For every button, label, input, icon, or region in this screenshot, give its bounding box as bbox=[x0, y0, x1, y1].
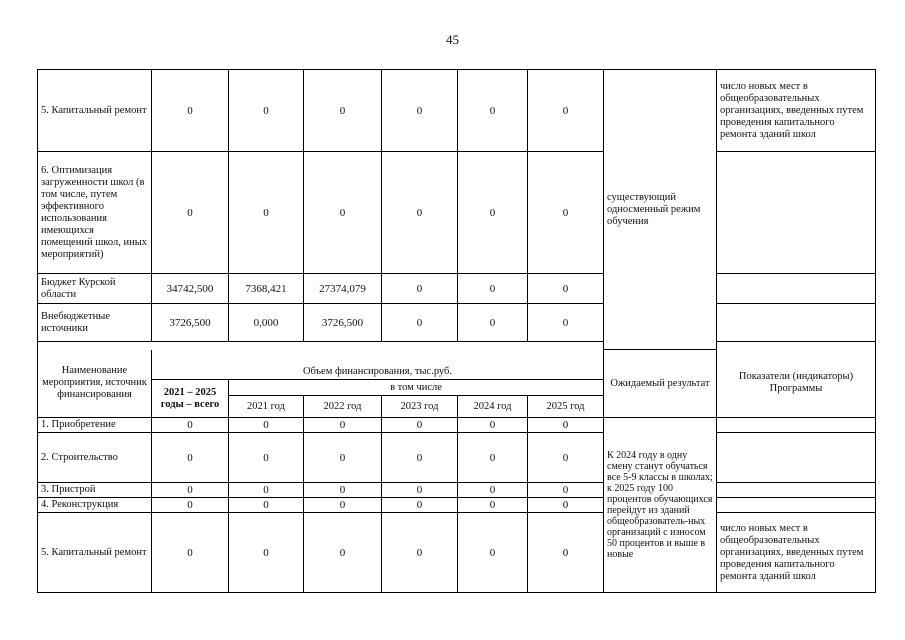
cell-2023: 0 bbox=[382, 152, 458, 274]
cell-2023: 0 bbox=[382, 304, 458, 342]
cell-2024: 0 bbox=[458, 304, 528, 342]
indicator-empty bbox=[717, 418, 876, 433]
header-row bbox=[38, 350, 876, 380]
cell-2024: 0 bbox=[458, 418, 528, 433]
indicator-top: число новых мест в общеобразовательных организациях, введенных путем проведения капитального ремонта зданий школ bbox=[717, 70, 876, 152]
cell-2021: 0 bbox=[229, 152, 304, 274]
gap-cell bbox=[38, 342, 604, 350]
cell-2024: 0 bbox=[458, 483, 528, 498]
table-gap-row bbox=[38, 342, 876, 350]
row-label: 4. Реконструкция bbox=[38, 498, 152, 513]
header-year-2023: 2023 год bbox=[382, 396, 458, 418]
row-label: 6. Оптимизация загруженности школ (в том числе, путем эффективного использования имеющихся помещений школ, иных мероприятий) bbox=[38, 152, 152, 274]
cell-total: 0 bbox=[152, 70, 229, 152]
cell-2022: 0 bbox=[304, 152, 382, 274]
page-number: 45 bbox=[446, 32, 459, 47]
cell-2022: 0 bbox=[304, 418, 382, 433]
cell-2023: 0 bbox=[382, 513, 458, 593]
cell-2022: 0 bbox=[304, 70, 382, 152]
cell-2022: 0 bbox=[304, 433, 382, 483]
cell-2023: 0 bbox=[382, 418, 458, 433]
row-label: 1. Приобретение bbox=[38, 418, 152, 433]
row-label: 5. Капитальный ремонт bbox=[38, 70, 152, 152]
cell-2023: 0 bbox=[382, 433, 458, 483]
table-row bbox=[38, 498, 876, 513]
cell-total: 0 bbox=[152, 433, 229, 483]
cell-2023: 0 bbox=[382, 70, 458, 152]
cell-2022: 0 bbox=[304, 483, 382, 498]
row-label: 5. Капитальный ремонт bbox=[38, 513, 152, 593]
header-year-2025: 2025 год bbox=[528, 396, 604, 418]
cell-2024: 0 bbox=[458, 513, 528, 593]
cell-2024: 0 bbox=[458, 70, 528, 152]
indicator-bottom: число новых мест в общеобразовательных организациях, введенных путем проведения капитального ремонта зданий школ bbox=[717, 513, 876, 593]
table-row bbox=[38, 152, 876, 274]
header-including: в том числе bbox=[229, 380, 604, 396]
cell-2023: 0 bbox=[382, 483, 458, 498]
table-row bbox=[38, 304, 876, 342]
cell-2024: 0 bbox=[458, 433, 528, 483]
indicator-empty bbox=[717, 483, 876, 498]
cell-2021: 7368,421 bbox=[229, 274, 304, 304]
indicator-empty bbox=[717, 152, 876, 274]
indicator-empty bbox=[717, 304, 876, 342]
indicator-empty bbox=[717, 274, 876, 304]
cell-2025: 0 bbox=[528, 483, 604, 498]
cell-2021: 0,000 bbox=[229, 304, 304, 342]
row-label: Бюджет Курской области bbox=[38, 274, 152, 304]
cell-2021: 0 bbox=[229, 498, 304, 513]
financing-table bbox=[37, 69, 876, 593]
header-indicators: Показатели (индикаторы) Программы bbox=[717, 350, 876, 418]
expected-result-top: существующий односменный режим обучения bbox=[604, 70, 717, 350]
cell-2024: 0 bbox=[458, 274, 528, 304]
cell-2025: 0 bbox=[528, 513, 604, 593]
cell-2025: 0 bbox=[528, 433, 604, 483]
cell-2021: 0 bbox=[229, 513, 304, 593]
table-row bbox=[38, 433, 876, 483]
cell-2021: 0 bbox=[229, 483, 304, 498]
cell-2022: 3726,500 bbox=[304, 304, 382, 342]
header-total: 2021 – 2025 годы – всего bbox=[152, 380, 229, 418]
cell-total: 0 bbox=[152, 483, 229, 498]
row-label: 2. Строительство bbox=[38, 433, 152, 483]
table-row bbox=[38, 513, 876, 593]
cell-2022: 0 bbox=[304, 498, 382, 513]
cell-2025: 0 bbox=[528, 70, 604, 152]
cell-2024: 0 bbox=[458, 498, 528, 513]
cell-2025: 0 bbox=[528, 498, 604, 513]
cell-total: 3726,500 bbox=[152, 304, 229, 342]
cell-2025: 0 bbox=[528, 304, 604, 342]
header-result: Ожидаемый результат bbox=[604, 350, 717, 418]
cell-total: 34742,500 bbox=[152, 274, 229, 304]
cell-2022: 27374,079 bbox=[304, 274, 382, 304]
header-year-2024: 2024 год bbox=[458, 396, 528, 418]
table-row bbox=[38, 483, 876, 498]
cell-total: 0 bbox=[152, 513, 229, 593]
header-year-2021: 2021 год bbox=[229, 396, 304, 418]
cell-total: 0 bbox=[152, 498, 229, 513]
table-row bbox=[38, 274, 876, 304]
cell-2024: 0 bbox=[458, 152, 528, 274]
cell-2025: 0 bbox=[528, 274, 604, 304]
cell-2023: 0 bbox=[382, 498, 458, 513]
cell-total: 0 bbox=[152, 152, 229, 274]
table-row bbox=[38, 418, 876, 433]
cell-2025: 0 bbox=[528, 418, 604, 433]
header-name-col: Наименование мероприятия, источник финансирования bbox=[38, 350, 152, 418]
gap-cell bbox=[717, 342, 876, 350]
cell-2023: 0 bbox=[382, 274, 458, 304]
cell-2021: 0 bbox=[229, 418, 304, 433]
cell-2025: 0 bbox=[528, 152, 604, 274]
cell-total: 0 bbox=[152, 418, 229, 433]
cell-2022: 0 bbox=[304, 513, 382, 593]
expected-result-bottom: К 2024 году в одну смену станут обучаться все 5-9 классы в школах; к 2025 году 100 процентов обучающихся перейдут из зданий общеобразователь-ных организаций с износом 50 процентов и выше в новые bbox=[604, 418, 717, 593]
indicator-empty bbox=[717, 498, 876, 513]
table-row bbox=[38, 70, 876, 152]
cell-2021: 0 bbox=[229, 70, 304, 152]
indicator-empty bbox=[717, 433, 876, 483]
cell-2021: 0 bbox=[229, 433, 304, 483]
row-label: 3. Пристрой bbox=[38, 483, 152, 498]
row-label: Внебюджетные источники bbox=[38, 304, 152, 342]
header-year-2022: 2022 год bbox=[304, 396, 382, 418]
header-funding: Объем финансирования, тыс.руб. bbox=[152, 350, 604, 380]
